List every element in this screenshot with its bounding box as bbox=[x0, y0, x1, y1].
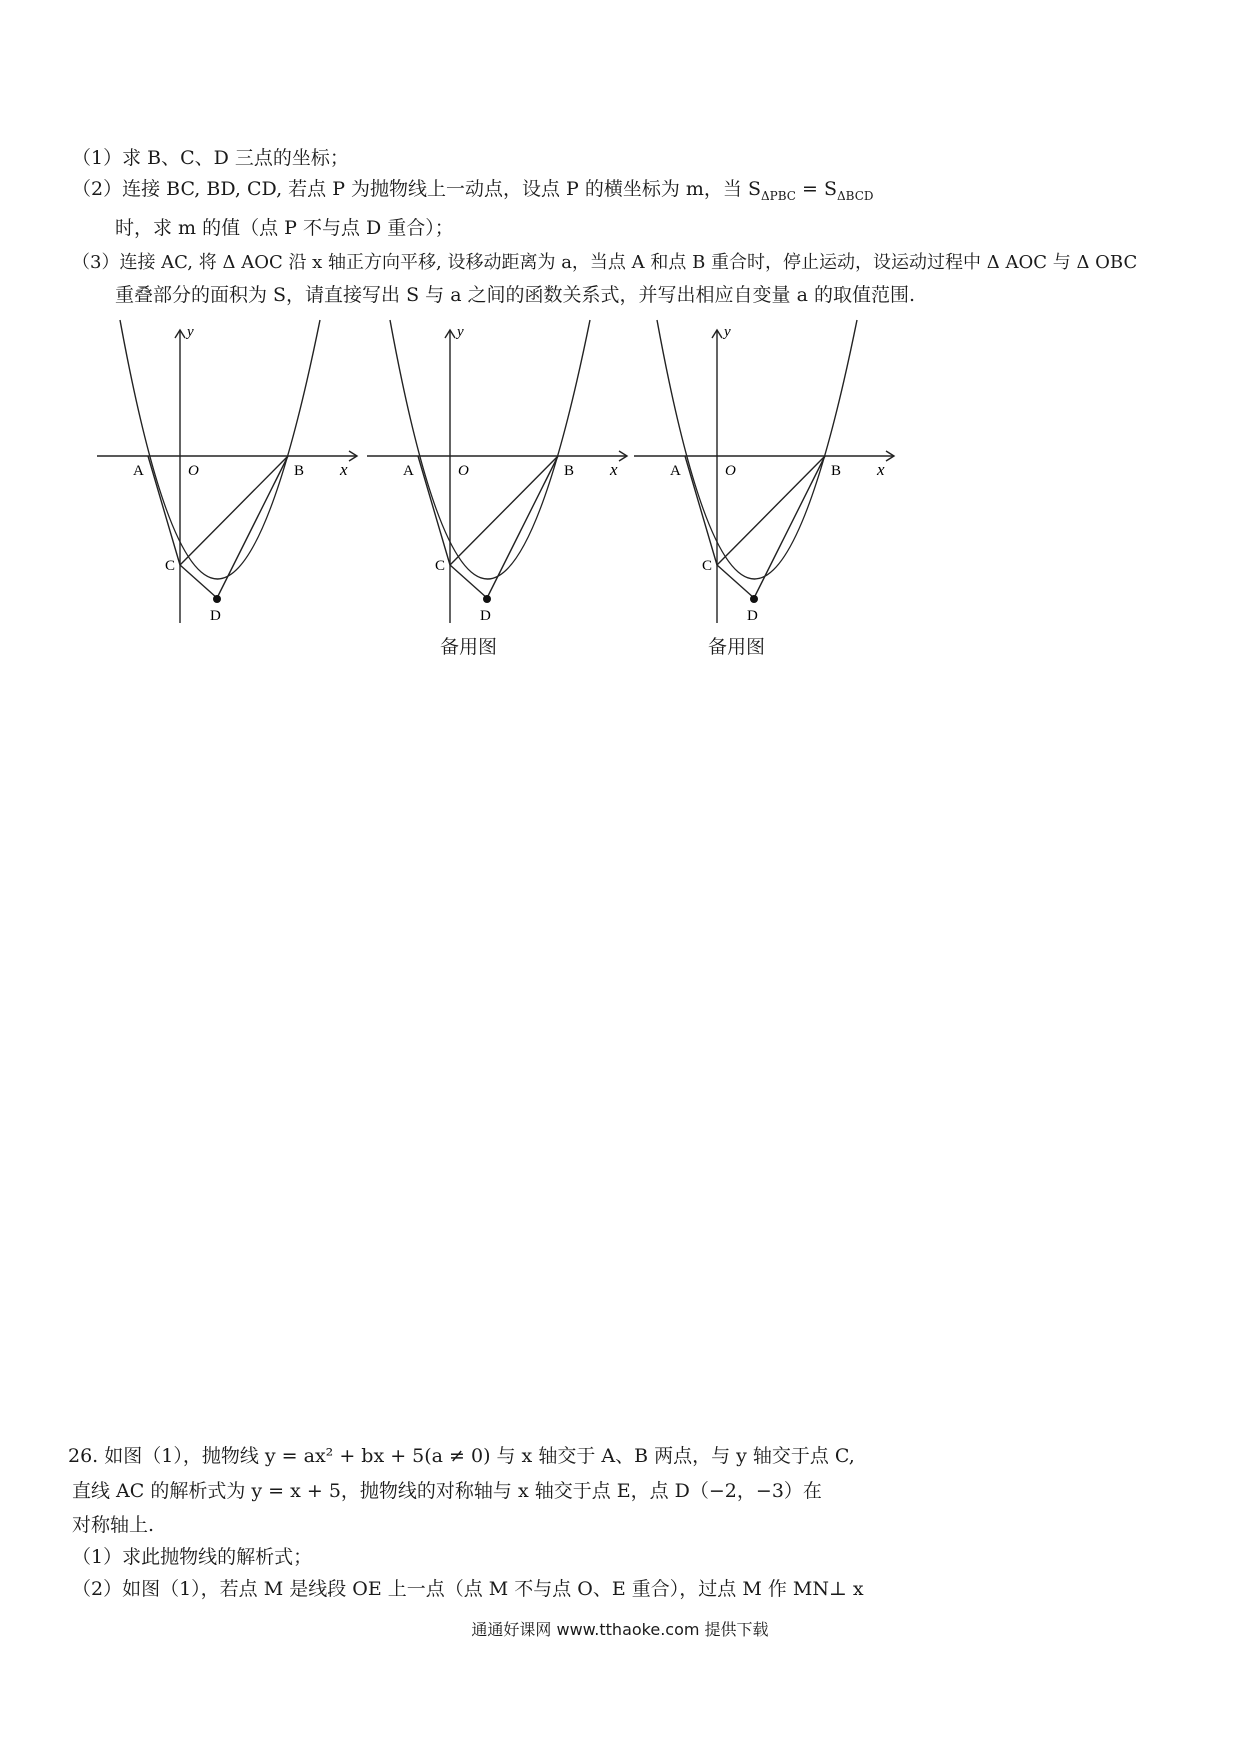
segment-bd bbox=[754, 456, 825, 598]
label-y: y bbox=[187, 324, 194, 340]
q25-part3-line2: 重叠部分的面积为 S，请直接写出 S 与 a 之间的函数关系式，并写出相应自变量 a 的取值范围. bbox=[115, 284, 916, 306]
parabola-figure-2 bbox=[365, 318, 635, 628]
q26-line5: （2）如图（1），若点 M 是线段 OE 上一点（点 M 不与点 O、E 重合），过点 M 作 MN⊥ x bbox=[72, 1578, 864, 1600]
label-a: A bbox=[670, 463, 681, 479]
q26-line2: 直线 AC 的解析式为 y = x + 5，抛物线的对称轴与 x 轴交于点 E，点 D（−2，−3）在 bbox=[72, 1480, 822, 1502]
q25-part2-sub1: ΔPBC bbox=[761, 188, 796, 203]
q26-line1: 26. 如图（1），抛物线 y = ax² + bx + 5(a ≠ 0) 与 x 轴交于 A、B 两点，与 y 轴交于点 C, bbox=[68, 1445, 855, 1467]
point-d-marker bbox=[750, 595, 758, 603]
label-y: y bbox=[724, 324, 731, 340]
label-d: D bbox=[210, 608, 221, 624]
label-b: B bbox=[564, 463, 575, 479]
label-y: y bbox=[457, 324, 464, 340]
label-c: C bbox=[435, 558, 446, 574]
segment-bd bbox=[487, 456, 558, 598]
label-b: B bbox=[294, 463, 305, 479]
figure-2-caption: 备用图 bbox=[440, 636, 498, 658]
q25-part2-sub2: ΔBCD bbox=[836, 188, 874, 203]
label-b: B bbox=[831, 463, 842, 479]
label-x: x bbox=[340, 460, 348, 479]
label-a: A bbox=[403, 463, 414, 479]
parabola-figure-1 bbox=[95, 318, 365, 628]
q26-line3: 对称轴上. bbox=[72, 1514, 155, 1536]
segment-ac bbox=[148, 456, 180, 565]
page-footer: 通通好课网 www.tthaoke.com 提供下载 bbox=[471, 1620, 769, 1639]
segment-ac bbox=[418, 456, 450, 565]
label-x: x bbox=[877, 460, 885, 479]
segment-ac bbox=[685, 456, 717, 565]
label-o: O bbox=[725, 463, 736, 479]
q25-part2-eq: = S bbox=[795, 178, 837, 200]
figure-3-caption: 备用图 bbox=[708, 636, 766, 658]
label-d: D bbox=[747, 608, 758, 624]
segment-bd bbox=[217, 456, 288, 598]
point-d-marker bbox=[213, 595, 221, 603]
parabola bbox=[657, 320, 857, 579]
label-x: x bbox=[610, 460, 618, 479]
parabola bbox=[120, 320, 320, 579]
label-c: C bbox=[702, 558, 713, 574]
parabola-figure-3 bbox=[632, 318, 902, 628]
q25-part1: （1）求 B、C、D 三点的坐标； bbox=[72, 147, 349, 169]
label-d: D bbox=[480, 608, 491, 624]
point-d-marker bbox=[483, 595, 491, 603]
parabola bbox=[390, 320, 590, 579]
q26-line4: （1）求此抛物线的解析式； bbox=[72, 1546, 313, 1568]
label-a: A bbox=[133, 463, 144, 479]
label-o: O bbox=[188, 463, 199, 479]
q25-part2-line1 bbox=[72, 176, 874, 209]
label-c: C bbox=[165, 558, 176, 574]
q25-part2-line2: 时，求 m 的值（点 P 不与点 D 重合）； bbox=[115, 217, 454, 239]
label-o: O bbox=[458, 463, 469, 479]
q25-part3-line1: （3）连接 AC, 将 Δ AOC 沿 x 轴正方向平移, 设移动距离为 a，当点 A 和点 B 重合时，停止运动，设运动过程中 Δ AOC 与 Δ OBC bbox=[72, 252, 1138, 273]
q25-part2-text: （2）连接 BC, BD, CD, 若点 P 为抛物线上一动点，设点 P 的横坐标为 m，当 S bbox=[72, 178, 761, 200]
